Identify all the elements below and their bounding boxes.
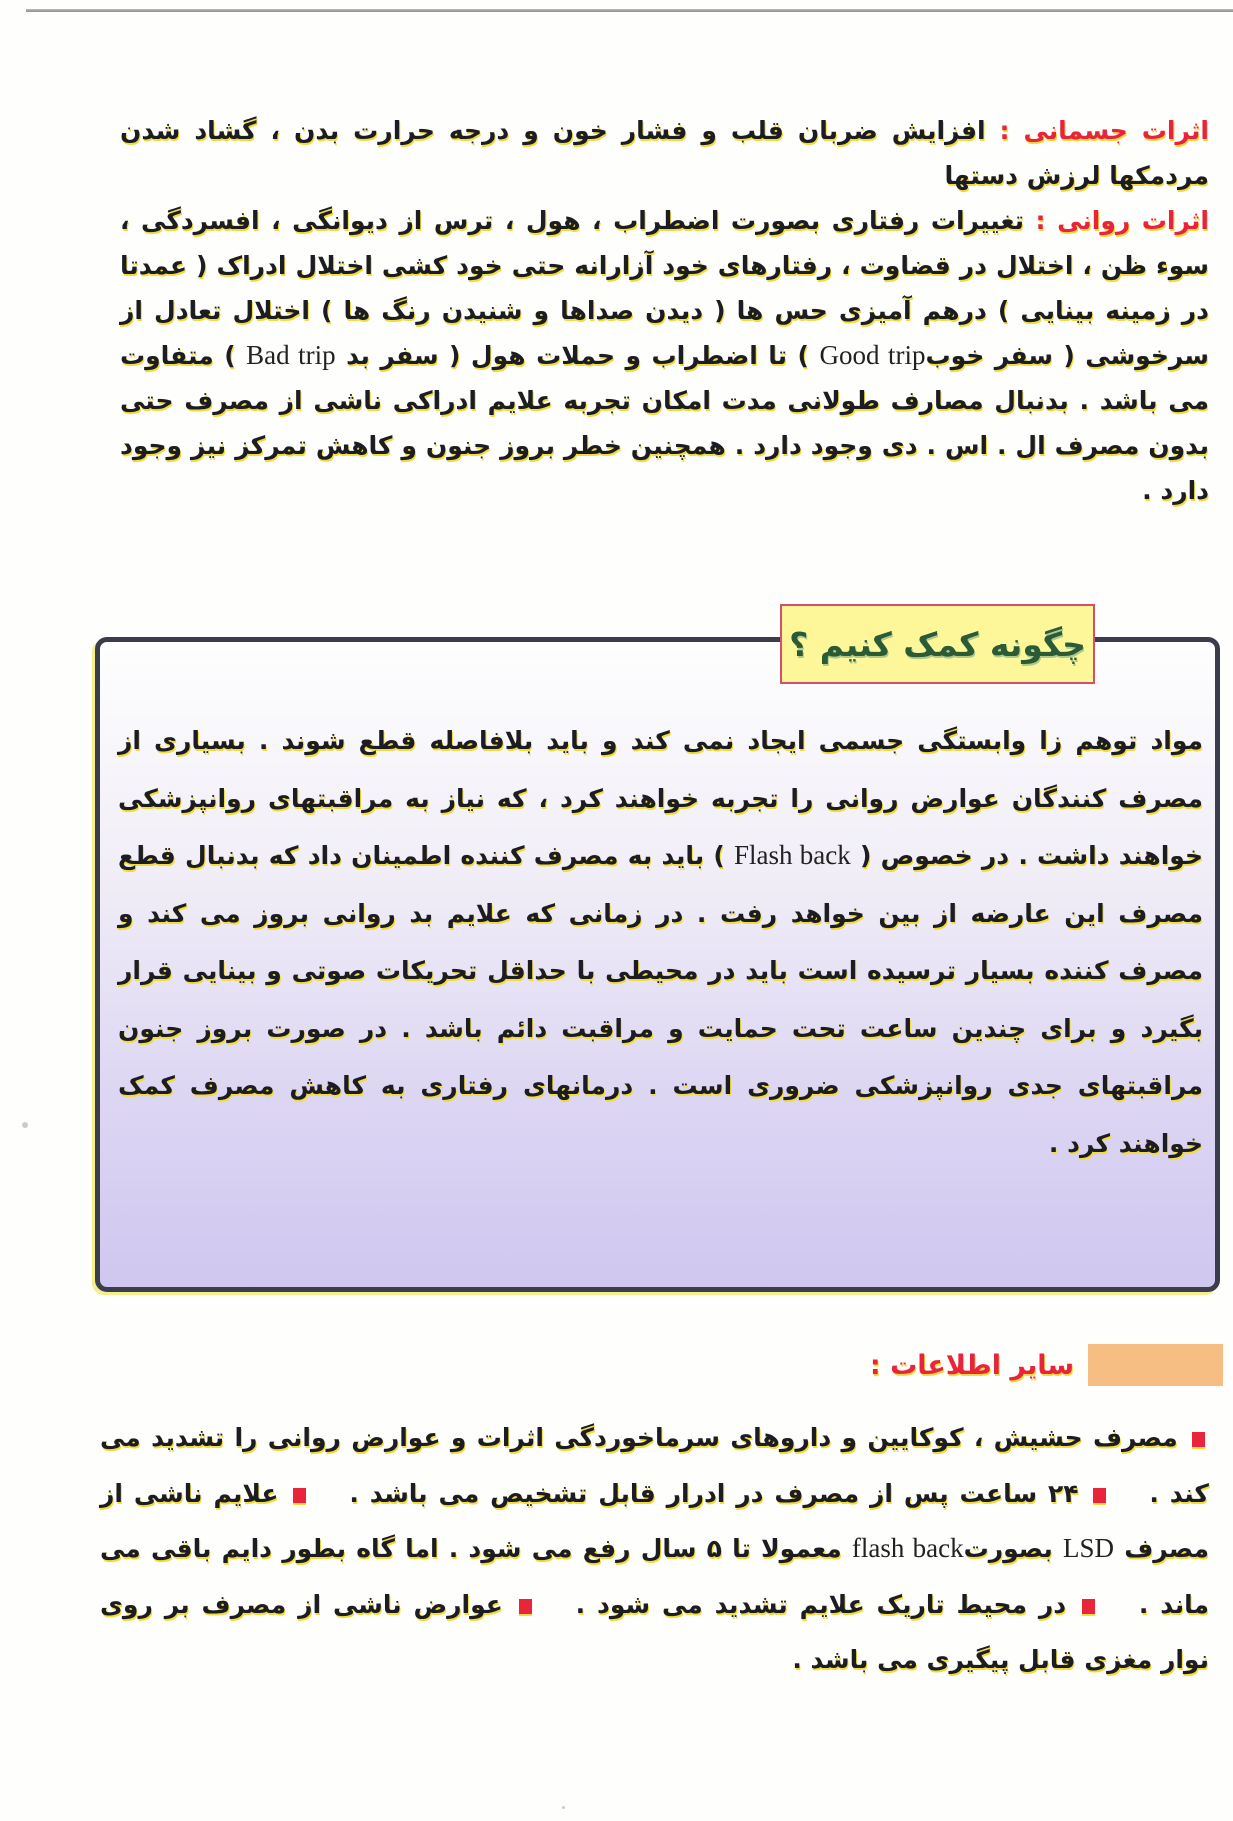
- other-info-text: [100, 1410, 1209, 1688]
- other-item-3c: معمولا تا ۵ سال رفع می شود . اما گاه بطور دایم باقی می ماند .: [100, 1534, 1209, 1619]
- other-item-1: مصرف حشیش ، کوکایین و داروهای سرماخوردگی اثرات و عوارض روانی را تشدید می کند .: [100, 1423, 1209, 1508]
- scan-speck: [562, 1806, 565, 1809]
- other-item-5: عوارض ناشی از مصرف بر روی نوار مغزی قابل پیگیری می باشد .: [100, 1589, 1209, 1674]
- bullet-square-icon: [519, 1599, 532, 1614]
- bullet-square-icon: [1192, 1432, 1205, 1447]
- help-box-text: [118, 712, 1203, 1172]
- psych-effects-label: اثرات روانی :: [1035, 206, 1209, 235]
- scan-speck: [22, 1122, 28, 1128]
- orange-bar-decoration: [1088, 1344, 1223, 1386]
- other-item-4: در محیط تاریک علایم تشدید می شود .: [575, 1589, 1067, 1619]
- other-item-2: ۲۴ ساعت پس از مصرف در ادرار قابل تشخیص می باشد .: [349, 1478, 1079, 1508]
- other-item-3a: علایم ناشی از مصرف: [100, 1478, 1209, 1563]
- psych-effects-text-2: ) تا اضطراب و حملات هول ( سفر بد: [335, 341, 820, 370]
- bullet-square-icon: [1082, 1599, 1095, 1614]
- effects-section: [120, 108, 1209, 513]
- other-info-title: سایر اطلاعات :: [869, 1349, 1074, 1381]
- help-box-title: چگونه کمک کنیم ؟: [780, 604, 1095, 684]
- psych-effects-text-3: ) متفاوت می باشد . بدنبال مصارف طولانی مدت امکان تجربه علایم ادراکی ناشی از مصرف حتی بدون مصرف ال . اس . دی وجود دارد . همچنین خطر بروز جنون و کاهش تمرکز نیز وجود دارد .: [120, 341, 1209, 505]
- lsd-term: LSD: [1063, 1533, 1115, 1563]
- bad-trip-term: Bad trip: [246, 340, 336, 370]
- bullet-square-icon: [1093, 1488, 1106, 1503]
- physical-effects-label: اثرات جسمانی :: [999, 116, 1209, 145]
- physical-effects-text: افزایش ضربان قلب و فشار خون و درجه حرارت بدن ، گشاد شدن مردمکها لرزش دستها: [120, 116, 1209, 190]
- help-text-2: ) باید به مصرف کننده اطمینان داد که بدنبال قطع مصرف این عارضه از بین خواهد رفت . در زمانی که علایم بد روانی بروز می کند و مصرف کننده بسیار ترسیده است باید در محیطی با حداقل تحریکات صوتی و بینایی قرار بگیرد و برای چندین ساعت تحت حمایت و مراقبت دائم باشد . در صورت بروز جنون مراقبتهای جدی روانپزشکی ضروری است . درمانهای رفتاری به کاهش مصرف کمک خواهند کرد .: [118, 841, 1203, 1158]
- other-item-3b: بصورت: [963, 1534, 1053, 1563]
- flash-back-term-2: flash back: [851, 1533, 964, 1563]
- other-info-header: [870, 1342, 1223, 1388]
- help-text-1: مواد توهم زا وابستگی جسمی ایجاد نمی کند و باید بلافاصله قطع شوند . بسیاری از مصرف کنندگان عوارض روانی را تجربه خواهند کرد ، که نیاز به مراقبتهای روانپزشکی خواهند داشت . در خصوص (: [118, 726, 1203, 870]
- flash-back-term: Flash back: [734, 840, 851, 870]
- psych-effects-text-1: تغییرات رفتاری بصورت اضطراب ، هول ، ترس از دیوانگی ، افسردگی ، سوء ظن ، اختلال در قضاوت ، رفتارهای خود آزارانه حتی خود کشی اختلال ادراک ( عمدتا در زمینه بینایی ) درهم آمیزی حس ها ( دیدن صداها و شنیدن رنگ ها ) اختلال تعادل از سرخوشی ( سفر خوب: [120, 206, 1209, 370]
- top-rule: [26, 9, 1233, 12]
- good-trip-term: Good trip: [819, 340, 926, 370]
- bullet-square-icon: [293, 1488, 306, 1503]
